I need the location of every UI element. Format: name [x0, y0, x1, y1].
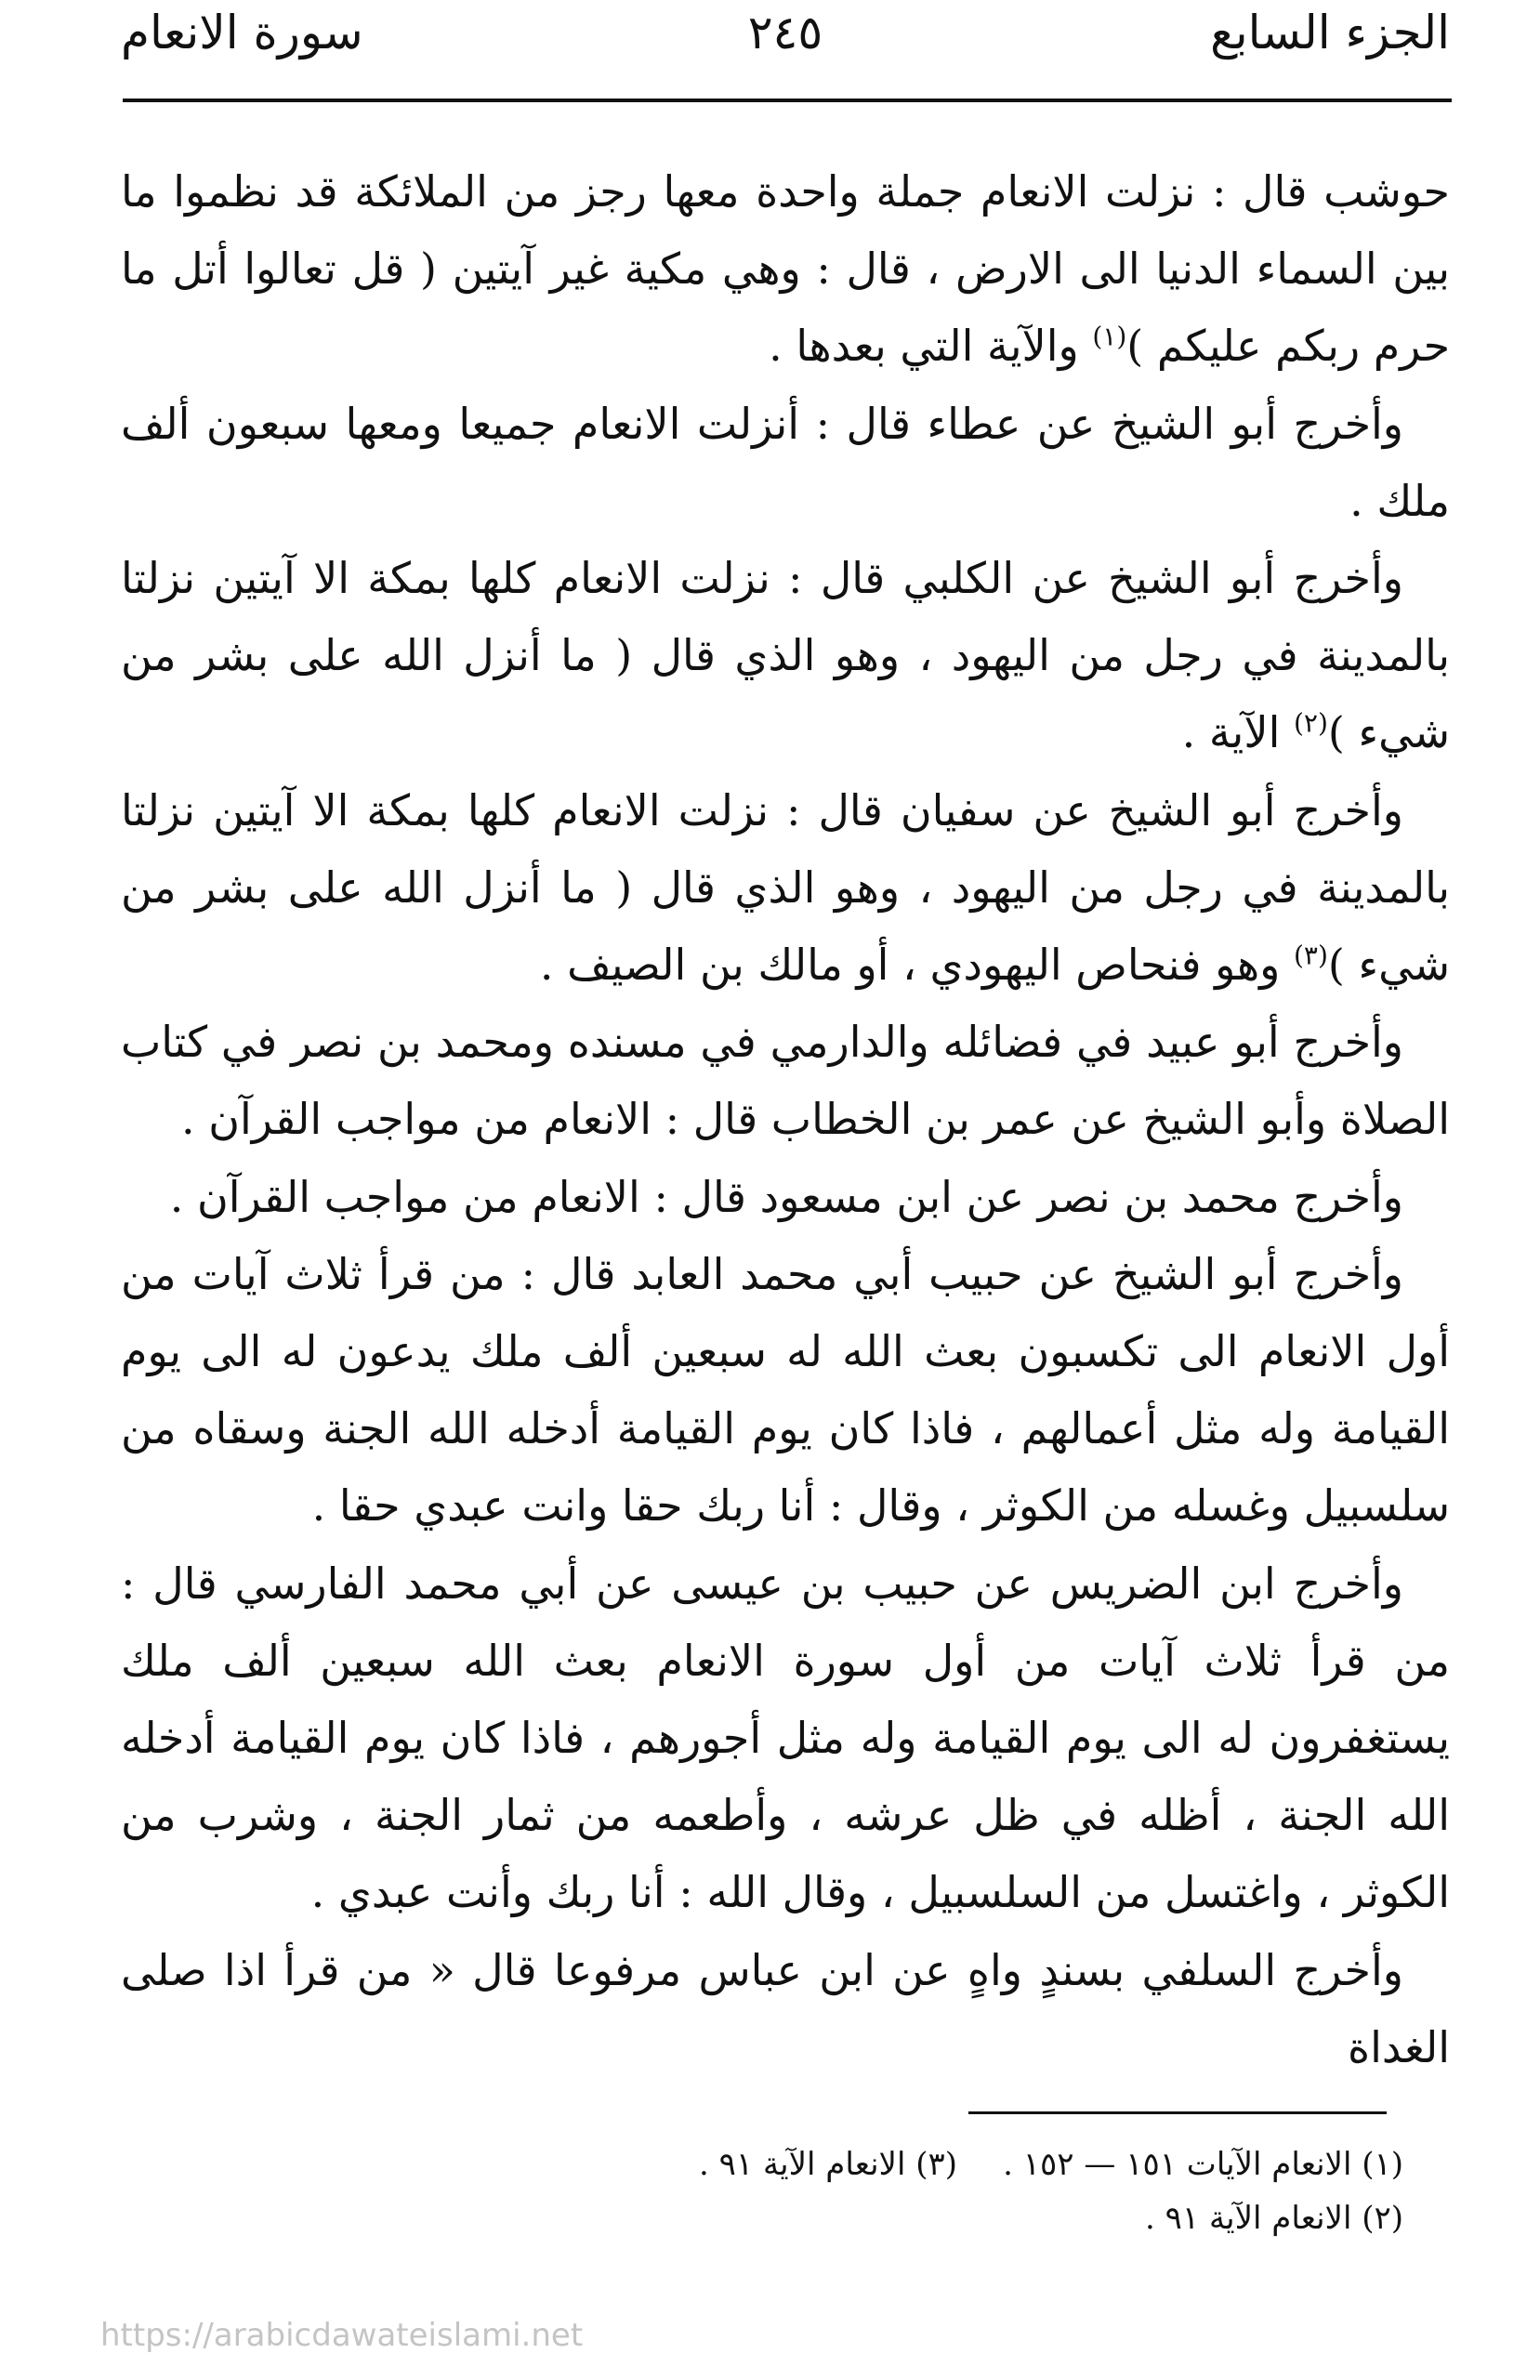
paragraph [121, 1932, 1450, 2086]
paragraph [121, 386, 1450, 540]
footnote-rule [968, 2111, 1387, 2114]
paragraph [121, 540, 1450, 772]
watermark-url: https://arabicdawateislami.net [100, 2317, 584, 2354]
paragraph-text: وأخرج أبو الشيخ عن عطاء قال : أنزلت الانعام جميعا ومعها سبعون ألف ملك . [121, 398, 1450, 526]
footnote-marker: (٣) [1293, 940, 1328, 971]
footnote-1: (١) الانعام الآيات ١٥١ — ١٥٢ . [1003, 2146, 1403, 2183]
paragraph [121, 772, 1450, 1005]
paragraph-text: الآية . [1181, 707, 1294, 758]
paragraph-text: وأخرج أبو عبيد في فضائله والدارمي في مسنده ومحمد بن نصر في كتاب الصلاة وأبو الشيخ عن عمر بن الخطاب قال : الانعام من مواجب القرآن . [121, 1017, 1450, 1145]
footnote-3: (٣) الانعام الآية ٩١ . [698, 2146, 957, 2183]
paragraph [121, 1236, 1450, 1545]
footnote-marker: (١) [1092, 322, 1127, 353]
paragraph-text: وهو فنحاص اليهودي ، أو مالك بن الصيف . [539, 940, 1294, 991]
paragraph-text: وأخرج محمد بن نصر عن ابن مسعود قال : الانعام من مواجب القرآن . [169, 1171, 1403, 1222]
header-rule [123, 99, 1452, 102]
juz-label: الجزء السابع [1210, 6, 1450, 59]
footnotes [520, 2137, 1403, 2245]
footnote-row [520, 2137, 1403, 2191]
surah-label: سورة الانعام [121, 6, 363, 59]
page-header [121, 0, 1450, 84]
paragraph [121, 1004, 1450, 1158]
paragraph-text: والآية التي بعدها . [769, 321, 1093, 372]
paragraph-text: وأخرج السلفي بسندٍ واهٍ عن ابن عباس مرفوعا قال « من قرأ اذا صلى الغداة [121, 1944, 1450, 2072]
footnote-marker: (٢) [1293, 708, 1328, 740]
paragraph-text: وأخرج أبو الشيخ عن سفيان قال : نزلت الانعام كلها بمكة الا آيتين نزلتا بالمدينة في رجل من اليهود ، وهو الذي قال ( ما أنزل الله على بشر من شيء ) [121, 784, 1450, 991]
page-number: ٢٤٥ [747, 6, 823, 59]
paragraph [121, 1545, 1450, 1932]
paragraph-text: وأخرج أبو الشيخ عن الكلبي قال : نزلت الانعام كلها بمكة الا آيتين نزلتا بالمدينة في رجل من اليهود ، وهو الذي قال ( ما أنزل الله على بشر من شيء ) [121, 553, 1450, 758]
main-text [121, 153, 1450, 2086]
paragraph [121, 153, 1450, 386]
paragraph-text: وأخرج أبو الشيخ عن حبيب أبي محمد العابد قال : من قرأ ثلاث آيات من أول الانعام الى تكسبون بعث الله له سبعين ألف ملك يدعون له الى يوم القيامة وله مثل أعمالهم ، فاذا كان يوم القيامة أدخله الله الجنة وسقاه من سلسبيل وغسله من الكوثر ، وقال : أنا ربك حقا وانت عبدي حقا . [121, 1248, 1450, 1532]
paragraph-text: حوشب قال : نزلت الانعام جملة واحدة معها رجز من الملائكة قد نظموا ما بين السماء الدنيا الى الارض ، قال : وهي مكية غير آيتين ( قل تعالوا أتل ما حرم ربكم عليكم ) [121, 166, 1450, 372]
footnote-2: (٢) الانعام الآية ٩١ . [1144, 2200, 1403, 2237]
footnote-row [520, 2191, 1403, 2245]
paragraph [121, 1159, 1450, 1236]
paragraph-text: وأخرج ابن الضريس عن حبيب بن عيسى عن أبي محمد الفارسي قال : من قرأ ثلاث آيات من أول سورة الانعام بعث الله سبعين ألف ملك يستغفرون له الى يوم القيامة وله مثل أجورهم ، فاذا كان يوم القيامة أدخله الله الجنة ، أظله في ظل عرشه ، وأطعمه من ثمار الجنة ، وشرب من الكوثر ، واغتسل من السلسبيل ، وقال الله : أنا ربك وأنت عبدي . [121, 1558, 1451, 1918]
